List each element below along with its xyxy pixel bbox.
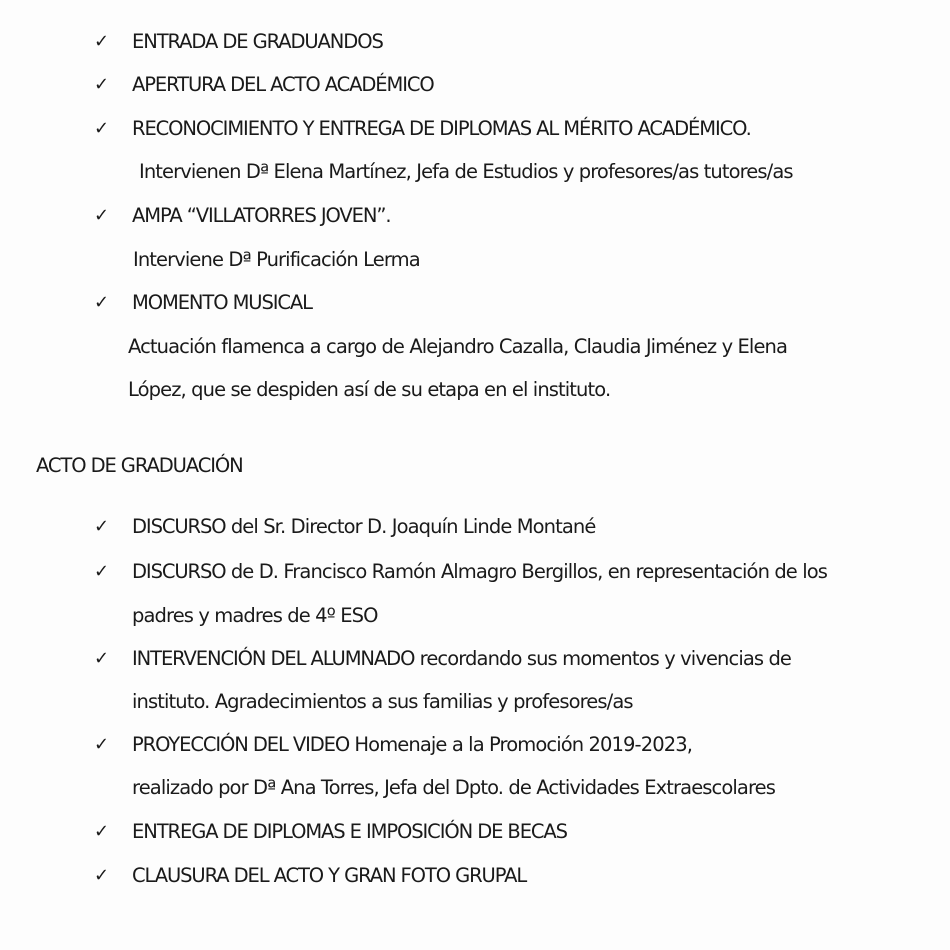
- grad-item-proyeccion-cont: realizado por Dª Ana Torres, Jefa del Dpto. de Actividades Extraescolares: [132, 776, 776, 799]
- grad-item-intervencion-cont: instituto. Agradecimientos a sus familias y profesores/as: [132, 690, 633, 713]
- grad-item-intervencion: [132, 647, 791, 671]
- check-icon: ✓: [94, 31, 110, 52]
- check-icon: ✓: [94, 292, 110, 313]
- check-icon: ✓: [94, 821, 110, 842]
- item-entrada-graduandos: ENTRADA DE GRADUANDOS: [132, 30, 383, 53]
- item-apertura-acto: APERTURA DEL ACTO ACADÉMICO: [132, 73, 434, 96]
- grad-item-lead: INTERVENCIÓN DEL ALUMNADO: [132, 647, 415, 670]
- grad-item-entrega-becas: ENTREGA DE DIPLOMAS E IMPOSICIÓN DE BECAS: [132, 820, 567, 843]
- item-ampa-detail: Interviene Dª Purificación Lerma: [133, 248, 420, 271]
- item-musical-detail-1: Actuación flamenca a cargo de Alejandro Cazalla, Claudia Jiménez y Elena: [128, 335, 788, 358]
- check-icon: ✓: [94, 561, 110, 582]
- grad-item-discurso-director: [132, 515, 595, 539]
- check-icon: ✓: [94, 865, 110, 886]
- grad-item-rest: de D. Francisco Ramón Almagro Bergillos, en representación de los: [225, 560, 828, 583]
- grad-item-discurso-padres-cont: padres y madres de 4º ESO: [132, 604, 378, 627]
- item-momento-musical: MOMENTO MUSICAL: [132, 291, 312, 314]
- check-icon: ✓: [94, 734, 110, 755]
- item-reconocimiento-detail: Intervienen Dª Elena Martínez, Jefa de Estudios y profesores/as tutores/as: [139, 160, 793, 183]
- item-ampa: AMPA “VILLATORRES JOVEN”.: [132, 204, 391, 227]
- grad-item-discurso-padres: [132, 560, 827, 584]
- grad-item-clausura: CLAUSURA DEL ACTO Y GRAN FOTO GRUPAL: [132, 864, 527, 887]
- check-icon: ✓: [94, 648, 110, 669]
- check-icon: ✓: [94, 74, 110, 95]
- check-icon: ✓: [94, 118, 110, 139]
- section-heading-graduacion: ACTO DE GRADUACIÓN: [36, 454, 243, 477]
- grad-item-lead: DISCURSO: [132, 515, 226, 538]
- check-icon: ✓: [94, 516, 110, 537]
- item-musical-detail-2: López, que se despiden así de su etapa en el instituto.: [128, 378, 611, 401]
- grad-item-lead: DISCURSO: [132, 560, 226, 583]
- grad-item-rest: del Sr. Director D. Joaquín Linde Montané: [225, 515, 596, 538]
- check-icon: ✓: [94, 205, 110, 226]
- grad-item-lead: PROYECCIÓN DEL VIDEO: [132, 733, 350, 756]
- item-reconocimiento-diplomas: RECONOCIMIENTO Y ENTREGA DE DIPLOMAS AL MÉRITO ACADÉMICO.: [132, 117, 751, 140]
- grad-item-rest: recordando sus momentos y vivencias de: [414, 647, 792, 670]
- grad-item-proyeccion: [132, 733, 692, 757]
- grad-item-rest: Homenaje a la Promoción 2019-2023,: [349, 733, 693, 756]
